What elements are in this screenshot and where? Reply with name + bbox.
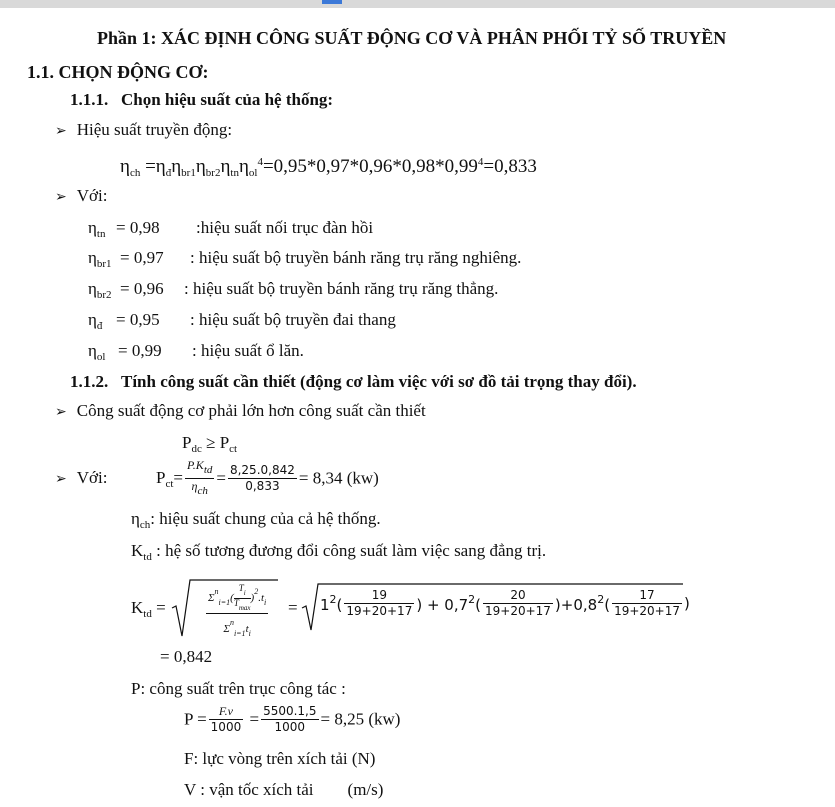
efficiency-values: =0,95*0,97*0,96*0,98*0,99 [262, 156, 478, 177]
efficiency-equation: $\eta_{ch} =\eta_đ\eta_{br1}\eta_{br2}\eta_{tn}\eta_{ol}^4=0,95*0,97*0,96*0,98*0,99^4=0,833$ [120, 156, 537, 179]
bullet-cong-suat [55, 401, 426, 421]
eff-row-d: $\eta_đ = 0,95$ : hiệu suất bộ truyền đai thang [88, 310, 396, 332]
arrow-bullet-icon: ➢ [55, 190, 67, 205]
bullet-hieu-suat [55, 120, 232, 140]
eta-ch-description: $\eta_{ch}$: hiệu suất chung của cả hệ thống. [131, 509, 381, 531]
window-top-bar [0, 0, 835, 8]
subsection-heading-1 [70, 90, 333, 110]
bullet-voi-1 [55, 186, 107, 206]
subsection-title: Chọn hiệu suất của hệ thống: [121, 90, 334, 109]
ktd-inner-fraction: $\Sigma^n_{i=1}$( $T_i$ $T_{max}$ )$^2.t_i$ $\Sigma^n_{i=1}t_i$ [208, 582, 267, 638]
bullet-text: Công suất động cơ phải lớn hơn công suất cần thiết [76, 401, 426, 420]
eff-row-tn: $\eta_{tn} = 0,98$ :hiệu suất nối trục đàn hồi [88, 218, 374, 240]
eff-row-br2: $\eta_{br2} = 0,96$ : hiệu suất bộ truyền bánh răng trụ răng thẳng. [88, 279, 499, 301]
page-title: Phần 1: XÁC ĐỊNH CÔNG SUẤT ĐỘNG CƠ VÀ PHÂN PHỐI TỶ SỐ TRUYỀN [97, 28, 727, 48]
ktd-label: $K_{td}$ = [131, 598, 166, 620]
bullet-text: Với: [76, 186, 108, 205]
equals-sign: = [288, 598, 298, 617]
ktd-description: $K_{td}$ : hệ số tương đương đổi công suất làm việc sang đẳng trị. [131, 541, 547, 563]
arrow-bullet-icon: ➢ [55, 124, 67, 139]
tab-indicator [322, 0, 342, 4]
ktd-result: = 0,842 [160, 647, 213, 666]
efficiency-result: =0,833 [483, 156, 537, 177]
p-description: P: công suất trên trục công tác : [131, 679, 346, 698]
subsection-heading-2 [70, 372, 637, 392]
p-equation: P = $\frac{F.v}{1000}$ = $\frac{5500.1,5}{1000}$ = 8,25 (kw) [184, 704, 401, 734]
subsection-title: Tính công suất cần thiết (động cơ làm việc với sơ đồ tải trọng thay đổi). [121, 372, 637, 391]
section-heading: 1.1. CHỌN ĐỘNG CƠ: [27, 62, 209, 82]
subsection-number: 1.1.2. [70, 372, 109, 391]
v-description: V : vận tốc xích tải (m/s) [184, 780, 384, 799]
bullet-text: Hiệu suất truyền động: [76, 120, 233, 139]
eff-row-br1: $\eta_{br1} = 0,97$ : hiệu suất bộ truyền bánh răng trụ răng nghiêng. [88, 248, 522, 270]
bullet-text: Với: [76, 468, 108, 487]
arrow-bullet-icon: ➢ [55, 472, 67, 487]
f-description: F: lực vòng trên xích tải (N) [184, 749, 376, 768]
efficiency-power: 4 [477, 156, 484, 168]
eff-row-ol: $\eta_{ol} = 0,99$ : hiệu suất ổ lăn. [88, 341, 304, 363]
ktd-expansion: $1^2$( $\frac{19}{19+20+17}$ ) + $0,7^2$( $\frac{20}{19+20+17}$ )$+0,8^2$( $\frac{17}{19+20+17}$ ) [320, 588, 690, 618]
inequality-pdc-pct: $P_{dc} \ge P_{ct}$ [182, 433, 238, 455]
subsection-number: 1.1.1. [70, 90, 109, 109]
bullet-voi-2 [55, 468, 107, 488]
pct-equation: $P_{ct}=$ $\frac{P.K_{td}}{\eta_{ch}}$ = $\frac{8,25.0,842}{0,833}$ = 8,34 (kw) [156, 458, 379, 497]
arrow-bullet-icon: ➢ [55, 405, 67, 420]
